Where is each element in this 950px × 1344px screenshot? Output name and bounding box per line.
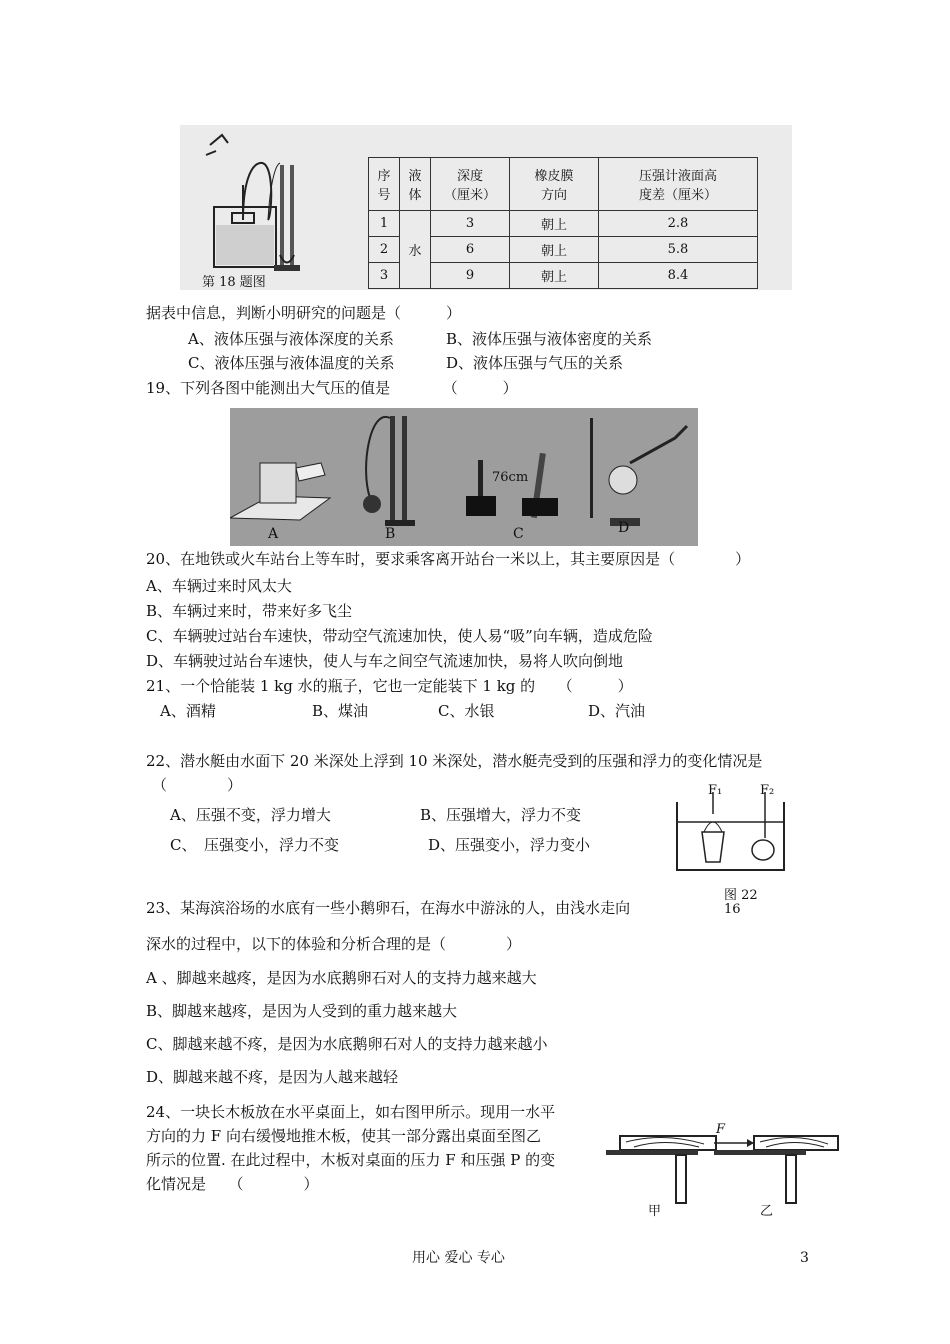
header-dir-1: 橡皮膜 [534,169,574,184]
cell-dir: 朝上 [510,263,599,289]
q23-option-d: D、脚越来越不疼，是因为人越来越轻 [146,1068,399,1086]
f2-label: F₂ [760,783,775,798]
q18-option-c: C、液体压强与液体温度的关系 [188,354,395,372]
figure-19 [230,408,698,546]
figure-18-caption: 第 18 题图 [202,275,266,290]
fig19-label-a: A [268,526,279,542]
q21-option-d: D、汽油 [588,702,646,720]
cell-dir: 朝上 [510,211,599,237]
cell-depth: 3 [431,211,510,237]
header-dir-2: 方向 [540,188,567,203]
cell-diff: 5.8 [599,237,758,263]
header-no-2: 号 [377,188,391,203]
q22-option-d: D、压强变小，浮力变小 [428,836,591,854]
q20-option-a: A、车辆过来时风太大 [146,577,292,595]
header-no-1: 序 [377,169,391,184]
q22-option-a: A、压强不变，浮力增大 [170,806,331,824]
q20-option-b: B、车辆过来时，带来好多飞尘 [146,602,353,620]
q24-line-2: 方向的力 F 向右缓慢地推木板，使其一部分露出桌面至图乙 [146,1127,541,1145]
q20-option-d: D、车辆驶过站台车速快，使人与车之间空气流速加快，易将人吹向倒地 [146,652,624,670]
q24-line-3: 所示的位置. 在此过程中，木板对桌面的压力 F 和压强 P 的变 [146,1151,556,1169]
header-liquid-2: 体 [408,188,422,203]
figure-22-caption-2: 16 [724,902,741,917]
q18-option-a: A、液体压强与液体深度的关系 [188,330,394,348]
header-diff-2: 度差（厘米） [638,188,717,203]
cell-depth: 9 [431,263,510,289]
header-depth-2: （厘米） [443,188,496,203]
q20-option-c: C、车辆驶过站台车速快，带动空气流速加快，使人易“吸”向车辆，造成危险 [146,627,653,645]
cell-no: 3 [369,263,400,289]
table-row [369,211,758,237]
cell-no: 1 [369,211,400,237]
cell-diff: 2.8 [599,211,758,237]
cell-dir: 朝上 [510,237,599,263]
q23-option-a: A 、脚越来越疼，是因为水底鹅卵石对人的支持力越来越大 [146,969,537,987]
f1-label: F₁ [708,783,723,798]
header-depth-1: 深度 [456,169,483,184]
footer-motto: 用心 爱心 专心 [412,1250,505,1266]
c-mark-76cm: 76cm [492,470,529,485]
q22-option-b: B、压强增大，浮力不变 [420,806,582,824]
figure-24-yi-label: 乙 [760,1204,774,1219]
q22-option-c: C、 压强变小，浮力不变 [170,836,339,854]
q18-option-b: B、液体压强与液体密度的关系 [446,330,653,348]
q23-option-c: C、脚越来越不疼，是因为水底鹅卵石对人的支持力越来越小 [146,1035,548,1053]
fig19-label-b: B [385,526,396,542]
cell-liquid: 水 [400,211,431,289]
manometer-apparatus-image [180,125,360,275]
q18-stem: 据表中信息，判断小明研究的问题是（ ） [146,304,462,322]
force-f-label: F [716,1122,726,1137]
q22-stem: 22、潜水艇由水面下 20 米深处上浮到 10 米深处，潜水艇壳受到的压强和浮力的变化情况是 [146,752,763,770]
cell-no: 2 [369,237,400,263]
data-table-18 [368,157,758,289]
page-number: 3 [800,1250,809,1266]
q21-option-b: B、煤油 [312,702,369,720]
q21-option-c: C、水银 [438,702,495,720]
q24-line-4: 化情况是 （ ） [146,1175,319,1193]
q23-stem-2: 深水的过程中，以下的体验和分析合理的是（ ） [146,935,522,953]
fig19-label-d: D [618,520,630,536]
cell-diff: 8.4 [599,263,758,289]
header-diff-1: 压强计液面高 [638,169,717,184]
q22-blank: （ ） [152,776,243,794]
header-liquid-1: 液 [408,169,422,184]
q23-option-b: B、脚越来越疼，是因为人受到的重力越来越大 [146,1002,458,1020]
q21-option-a: A、酒精 [160,702,216,720]
table-header-row [369,158,758,211]
q21-stem: 21、一个恰能装 1 kg 水的瓶子，它也一定能装下 1 kg 的 （ ） [146,677,633,695]
q23-stem-1: 23、某海滨浴场的水底有一些小鹅卵石，在海水中游泳的人，由浅水走向 [146,899,631,917]
q18-option-d: D、液体压强与气压的关系 [446,354,624,372]
fig19-label-c: C [513,526,524,542]
q24-line-1: 24、一块长木板放在水平桌面上，如右图甲所示。现用一水平 [146,1103,556,1121]
figure-22-caption-1: 图 22 [724,888,758,903]
figure-18 [180,125,792,290]
cell-depth: 6 [431,237,510,263]
figure-24-jia-label: 甲 [648,1204,662,1219]
q19-stem: 19、下列各图中能测出大气压的值是 （ ） [146,379,518,397]
q20-stem: 20、在地铁或火车站台上等车时，要求乘客离开站台一米以上，其主要原因是（ ） [146,550,751,568]
